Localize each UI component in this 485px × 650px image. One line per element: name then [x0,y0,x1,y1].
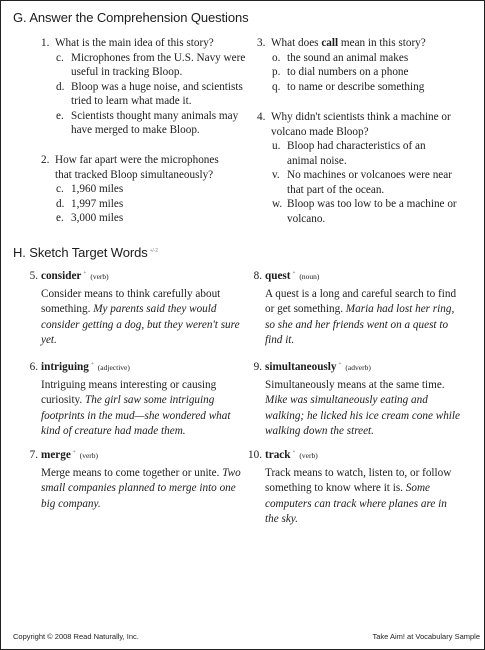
word-example: Two small companies planned to merge into one big company. [41,466,241,510]
option-text: 1,960 miles [71,183,124,195]
option-letter: d. [56,197,65,210]
option-text: No machines or volcanoes were near that part of the ocean. [287,169,452,196]
word-definition: Consider means to think carefully about something. [41,287,221,315]
word-definition: Intriguing means interesting or causing curiosity. [41,378,217,406]
option-letter: d. [56,80,65,93]
word-part-of-speech: (adjective) [97,363,130,372]
answer-option[interactable] [56,197,246,212]
answer-option[interactable] [56,211,246,226]
word-sketch [41,287,241,349]
word-example: My parents said they would consider getting a dog, but they weren't sure yet. [41,303,240,346]
word-mark: + [90,361,94,367]
answer-option[interactable] [272,139,457,168]
answer-option[interactable] [272,168,457,197]
question-3 [257,36,457,94]
stem-target-word: call [321,37,339,49]
option-letter: p. [272,66,281,78]
word-part-of-speech: (verb) [79,451,99,460]
word-number: 8. [253,270,262,282]
answer-option[interactable] [272,80,457,95]
answer-option[interactable] [272,51,457,66]
word-example: Some computers can track where planes are in the sky. [265,482,447,525]
target-word-track [248,448,461,528]
option-letter: e. [56,212,64,224]
option-letter: c. [56,183,64,195]
answer-option[interactable] [272,197,457,226]
option-text: to dial numbers on a phone [287,66,409,78]
stem-text: mean in this story? [338,37,426,49]
word-number: 9. [253,361,262,373]
option-letter: v. [272,169,280,181]
option-text: Bloop had characteristics of an animal noise. [287,140,426,167]
target-word-merge [29,448,246,512]
question-stem: How far apart were the microphones that tracked Bloop simultaneously? [55,154,219,181]
target-word-consider [29,269,241,349]
word-part-of-speech: (adverb) [345,363,371,372]
target-word-intriguing [29,360,246,440]
question-stem: Why didn't scientists think a machine or volcano made Bloop? [271,111,451,138]
answer-option[interactable] [56,182,246,197]
word-mark: + [292,270,296,276]
stem-text: What does [271,37,322,49]
option-text: to name or describe something [287,80,425,93]
word-sketch [265,378,461,440]
target-word-simultaneously [253,360,461,440]
word-term: intriguing [41,361,89,373]
option-letter: u. [272,140,281,152]
word-sketch [41,378,246,440]
question-1 [41,36,246,138]
question-stem: What is the main idea of this story? [55,37,214,49]
word-definition: Track means to watch, listen to, or follow something to know where it is. [265,466,452,494]
footer-copyright: Copyright © 2008 Read Naturally, Inc. [13,632,139,641]
option-text: Bloop was a huge noise, and scientists tried to learn what made it. [71,80,243,107]
question-number: 2. [41,154,50,166]
word-term: merge [41,449,71,461]
option-letter: w. [272,198,283,210]
word-number: 6. [29,361,38,373]
word-number: 5. [29,270,38,282]
question-number: 1. [41,37,50,49]
word-number: 7. [29,449,38,461]
footer-product: Take Aim! at Vocabulary Sample [372,632,480,641]
word-example: The girl saw some intriguing footprints in the mud—she wondered what kind of creature had made them. [41,394,231,437]
option-text: 3,000 miles [71,212,124,224]
word-term: consider [41,270,82,282]
word-definition: Simultaneously means at the same time. [265,378,445,391]
answer-option[interactable] [272,65,457,80]
question-2 [41,153,246,226]
word-term: quest [265,270,291,282]
option-text: Scientists thought many animals may have merged to make Bloop. [71,109,239,136]
option-text: Microphones from the U.S. Navy were useful in tracking Bloop. [71,51,246,78]
option-text: Bloop was too low to be a machine or volcano. [287,198,457,225]
word-mark: + [72,449,76,455]
answer-option[interactable] [56,109,246,138]
option-text: the sound an animal makes [287,51,409,64]
option-letter: c. [56,51,64,64]
answer-option[interactable] [56,51,246,80]
word-definition: Merge means to come together or unite. [41,466,220,479]
section-h-title [13,245,158,260]
question-4 [257,110,457,226]
option-text: 1,997 miles [71,197,124,210]
option-letter: q. [272,80,281,93]
word-sketch [41,466,246,513]
option-letter: e. [56,109,64,122]
word-sketch [265,466,461,528]
answer-option[interactable] [56,80,246,109]
word-number: 10. [248,449,262,461]
question-stem [271,36,457,51]
section-h-title-mark: +/-2 [149,248,158,254]
word-definition: A quest is a long and careful search to find or get something. [265,287,457,315]
target-word-quest [253,269,461,349]
section-g-title: G. Answer the Comprehension Questions [13,10,249,25]
section-h-title-text: H. Sketch Target Words [13,245,148,260]
word-term: track [265,449,291,461]
word-example: Maria had lost her ring, so she and her friends went on a quest to find it. [265,303,455,346]
word-term: simultaneously [265,361,337,373]
word-mark: + [83,270,87,276]
word-mark: + [292,449,296,455]
word-example: Mike was simultaneously eating and walking; he licked his ice cream cone while walking down the street. [265,394,460,437]
word-part-of-speech: (noun) [299,272,320,281]
question-number: 4. [257,111,266,123]
question-number: 3. [257,37,266,49]
word-sketch [265,287,461,349]
word-mark: + [338,361,342,367]
word-part-of-speech: (verb) [299,451,318,460]
word-part-of-speech: (verb) [90,272,109,281]
option-letter: o. [272,51,281,64]
